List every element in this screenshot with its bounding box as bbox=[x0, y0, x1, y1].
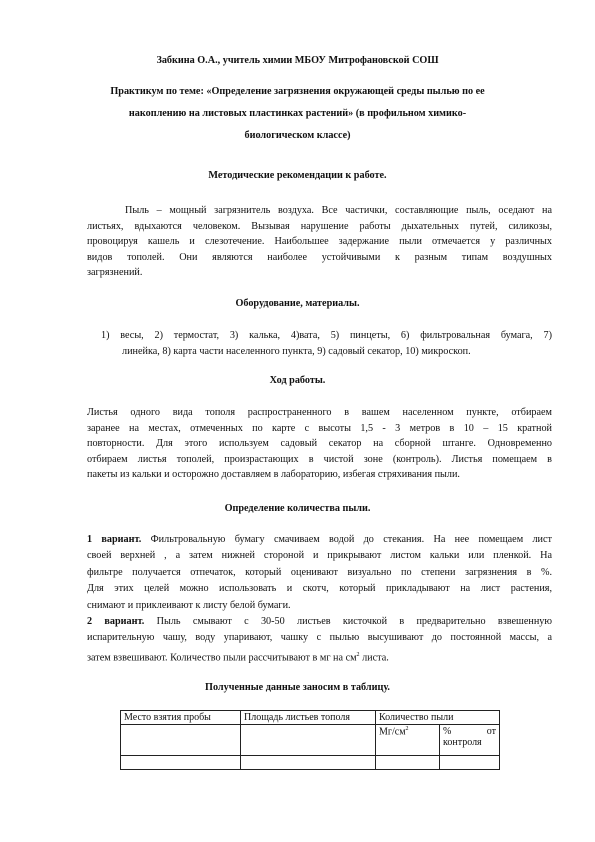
table-cell[interactable] bbox=[376, 756, 440, 770]
equipment-line: 1) весы, 2) термостат, 3) калька, 4)вата, 5) пинцеты, 6) фильтровальная бумага, 7) bbox=[101, 330, 552, 341]
heading-procedure: Ход работы. bbox=[269, 375, 326, 386]
table-cell[interactable] bbox=[440, 756, 500, 770]
equipment-line: линейка, 8) карта части населенного пункта, 9) садовый секатор, 10) микроскоп. bbox=[122, 345, 471, 357]
v1-text: Фильтровальную бумагу смачиваем водой до стекания. На нее помещаем лист bbox=[141, 534, 552, 545]
v2-line: испарительную чашу, воду упаривают, чашку с пылью высушивают до постоянной массы, а bbox=[87, 632, 552, 644]
header-cell-dust: Количество пыли bbox=[376, 711, 500, 725]
v1-line: снимают и приклеивают к листу белой бумаги. bbox=[87, 599, 291, 611]
table-row bbox=[121, 725, 500, 756]
procedure-line: отбираем листья тополей, произрастающих в чистой зоне (контроль). Листья помещаем в bbox=[87, 453, 552, 465]
title-line-3: биологическом классе) bbox=[244, 130, 351, 141]
intro-line: Пыль – мощный загрязнитель воздуха. Все частички, составляющие пыль, оседают на bbox=[125, 205, 552, 216]
intro-line: провоцируя кашель и слезотечение. Наибольшее задержание пыли отмечается у различных bbox=[87, 236, 552, 248]
superscript: 2 bbox=[356, 651, 360, 658]
procedure-line: пакеты из кальки и осторожно доставляем в лабораторию, избегая стряхивания пыли. bbox=[87, 469, 460, 481]
header-cell-place: Место взятия пробы bbox=[121, 711, 241, 725]
procedure-line: заранее на местах, отмеченных по карте с высоты 1,5 - 3 метров в 10 – 15 кратной bbox=[87, 422, 552, 434]
v1-line: фильтре получается отпечаток, который оценивают визуально по степени загрязнения в %. bbox=[87, 566, 552, 578]
v2-line bbox=[87, 614, 552, 630]
equipment-list bbox=[101, 328, 552, 359]
procedure-line: повторности. Для этого используем садовый секатор на сборной штанге. Одновременно bbox=[87, 438, 552, 450]
table-row bbox=[121, 711, 500, 725]
title-line-1: Практикум по теме: «Определение загрязнения окружающей среды пылью по ее bbox=[110, 86, 485, 97]
v2-line bbox=[87, 647, 552, 667]
table-cell[interactable] bbox=[121, 725, 241, 756]
heading-dust: Определение количества пыли. bbox=[224, 503, 371, 514]
results-table bbox=[120, 710, 500, 770]
v2-text: затем взвешивают. Количество пыли рассчитывают в мг на см bbox=[87, 652, 357, 664]
variant-1-label: 1 вариант. bbox=[87, 534, 142, 545]
v2-text: листа. bbox=[359, 652, 389, 664]
author-line: Забкина О.А., учитель химии МБОУ Митрофановской СОШ bbox=[156, 55, 439, 66]
v2-text: Пыль смывают с 30-50 листьев кисточкой в предварительно взвешенную bbox=[144, 616, 552, 628]
table-row bbox=[121, 756, 500, 770]
heading-table-intro: Полученные данные заносим в таблицу. bbox=[205, 682, 390, 693]
v1-line: своей верхней , а затем нижней стороной и прикрывают листом кальки или пленкой. На bbox=[87, 550, 552, 562]
intro-paragraph bbox=[87, 203, 552, 281]
v1-line: Для этих целей можно использовать и скотч, который прикладывают на лист растения, bbox=[87, 583, 552, 595]
table-cell[interactable] bbox=[121, 756, 241, 770]
table-cell[interactable] bbox=[241, 756, 376, 770]
heading-recommendations: Методические рекомендации к работе. bbox=[208, 170, 387, 181]
percent-control: контроля bbox=[443, 737, 482, 748]
v1-line bbox=[87, 532, 552, 548]
percent-sign: % bbox=[443, 726, 452, 737]
intro-line: листьях, вдыхаются человеком. Вызывая нарушение работы дыхательных путей, силикозы, bbox=[87, 220, 552, 232]
intro-line: видов тополей. Они являются наиболее устойчивыми к разным типам воздушных bbox=[87, 251, 552, 263]
header-cell-area: Площадь листьев тополя bbox=[241, 711, 376, 725]
heading-equipment: Оборудование, материалы. bbox=[235, 298, 360, 309]
intro-line: загрязнений. bbox=[87, 267, 143, 279]
subheader-mg bbox=[376, 725, 440, 756]
variant-2-label: 2 вариант. bbox=[87, 616, 145, 628]
superscript: 2 bbox=[405, 726, 409, 732]
subheader-mg-text: Мг/см bbox=[379, 726, 406, 738]
procedure-line: Листья одного вида тополя распространенного в вашем населенном пункте, отбираем bbox=[87, 407, 552, 418]
subheader-percent bbox=[440, 725, 500, 756]
title-line-2: накоплению на листовых пластинках растений» (в профильном химико- bbox=[128, 108, 467, 119]
procedure-paragraph bbox=[87, 405, 552, 483]
variants-paragraph bbox=[87, 532, 552, 667]
table-cell[interactable] bbox=[241, 725, 376, 756]
percent-from: от bbox=[486, 726, 496, 737]
percent-top bbox=[443, 726, 496, 737]
